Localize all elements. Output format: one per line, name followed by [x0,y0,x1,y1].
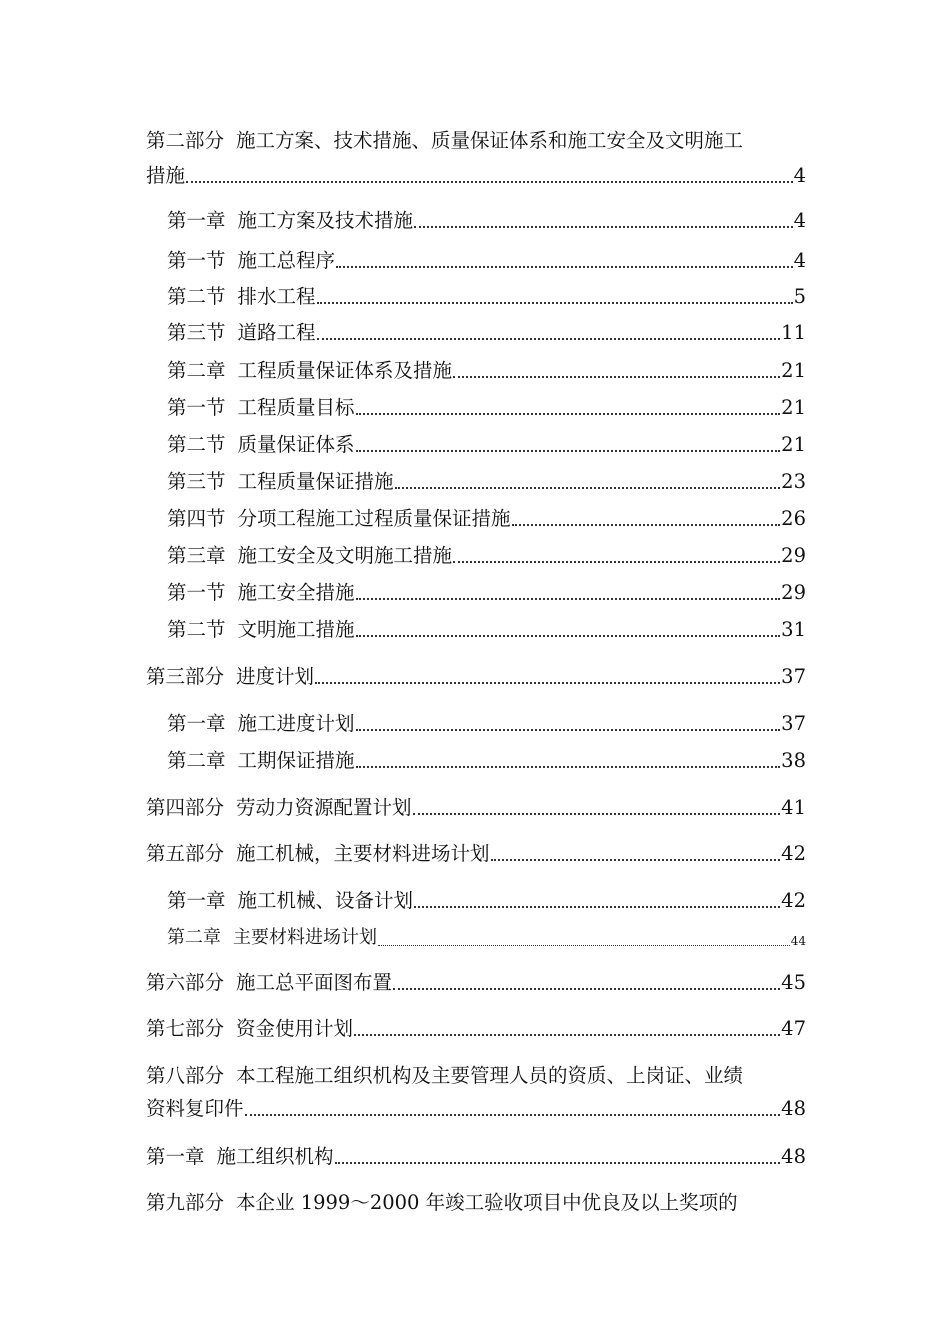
toc-entry-number: 第一节 [167,581,226,604]
toc-entry-number: 第一章 [167,712,226,735]
dot-leader [354,1034,780,1036]
dot-leader [453,376,780,378]
toc-part-7[interactable] [146,1016,806,1042]
toc-page-number: 23 [781,470,806,493]
toc-page-number: 37 [781,665,806,688]
toc-part-4[interactable] [146,795,806,821]
toc-page-number: 21 [781,359,806,382]
toc-part-title-cont: 资料复印件 [146,1097,244,1120]
toc-part-6[interactable] [146,970,806,996]
toc-entry[interactable] [167,506,806,532]
toc-part-title: 进度计划 [236,665,315,688]
toc-page-number: 44 [790,934,806,948]
toc-entry-number: 第三章 [167,544,226,567]
toc-part-number: 第七部分 [146,1017,225,1040]
toc-page-number: 4 [793,209,806,232]
toc-part-number: 第二部分 施工方案、技术措施、质量保证体系和施工安全及文明施工 [146,129,744,152]
toc-page-number: 48 [781,1145,806,1168]
toc-entry-title: 工程质量保证措施 [237,470,394,493]
dot-leader [317,338,781,340]
toc-part-number: 第三部分 [146,665,225,688]
toc-entry[interactable] [167,208,806,234]
dot-leader [317,302,793,304]
toc-part-title: 施工方案、技术措施、质量保证体系和施工安全及文明施工 [236,129,744,152]
toc-part-number: 第六部分 [146,971,225,994]
toc-page-number: 48 [781,1097,806,1120]
dot-leader [453,561,780,563]
toc-entry-title: 分项工程施工过程质量保证措施 [237,507,511,530]
toc-page-number: 45 [781,971,806,994]
toc-entry[interactable] [167,925,806,951]
toc-entry-number: 第一节 [167,249,226,272]
toc-part-5[interactable] [146,841,806,867]
toc-part-title-cont: 措施 [146,164,186,187]
toc-part-number: 第八部分 [146,1064,225,1087]
dot-leader [413,813,781,815]
toc-part-8-line2[interactable] [146,1096,806,1122]
toc-page-number: 38 [781,749,806,772]
toc-part-title: 施工机械，主要材料进场计划 [236,842,490,865]
toc-page-number: 4 [793,249,806,272]
toc-part-title: 本工程施工组织机构及主要管理人员的资质、上岗证、业绩 [236,1064,744,1087]
dot-leader [336,266,793,268]
dot-leader [315,682,780,684]
toc-entry-number: 第一章 [167,889,226,912]
toc-part-2-line1[interactable] [146,128,806,154]
dot-leader [335,1162,781,1164]
dot-leader [356,413,781,415]
toc-page-number: 11 [781,321,806,344]
toc-entry-title: 工程质量目标 [237,396,355,419]
toc-page-number: 29 [781,581,806,604]
dot-leader [395,487,781,489]
toc-entry-number: 第四节 [167,507,226,530]
toc-page-number: 47 [781,1017,806,1040]
toc-entry[interactable] [167,395,806,421]
toc-page-number: 26 [781,507,806,530]
dot-leader [491,859,781,861]
toc-entry[interactable] [167,320,806,346]
toc-part-3[interactable] [146,664,806,690]
dot-leader [414,906,780,908]
toc-page-number: 21 [781,396,806,419]
toc-page-number: 41 [781,796,806,819]
toc-entry-number: 第一章 [146,1145,205,1168]
toc-entry[interactable] [167,617,806,643]
toc-part-number: 第四部分 [146,796,225,819]
toc-page-number: 29 [781,544,806,567]
toc-entry-number: 第二节 [167,285,226,308]
toc-part-title: 施工总平面图布置 [236,971,393,994]
toc-entry-title: 工程质量保证体系及措施 [237,359,453,382]
dot-leader [356,729,781,731]
toc-entry[interactable] [167,543,806,569]
toc-entry-title: 施工进度计划 [237,712,355,735]
dot-leader [512,524,781,526]
toc-entry-number: 第二节 [167,618,226,641]
dot-leader [393,988,780,990]
toc-entry-title: 主要材料进场计划 [233,927,377,948]
toc-entry-number: 第二章 [167,749,226,772]
toc-page-number: 42 [781,842,806,865]
toc-entry-title: 施工组织机构 [216,1145,334,1168]
toc-part-title: 劳动力资源配置计划 [236,796,412,819]
toc-entry[interactable] [167,432,806,458]
toc-entry[interactable] [167,358,806,384]
toc-entry-number: 第三节 [167,470,226,493]
dot-leader [356,450,781,452]
toc-part-9-line1[interactable] [146,1190,806,1216]
toc-part-number: 第九部分 [146,1191,225,1214]
toc-entry-title: 工期保证措施 [237,749,355,772]
toc-page-number: 37 [781,712,806,735]
toc-entry-title: 施工机械、设备计划 [237,889,414,912]
toc-page-number: 31 [781,618,806,641]
toc-page-number: 42 [781,889,806,912]
toc-entry[interactable] [167,711,806,737]
dot-leader [356,766,781,768]
toc-entry[interactable] [167,748,806,774]
dot-leader [356,598,781,600]
toc-entry[interactable] [167,469,806,495]
toc-entry[interactable] [167,580,806,606]
toc-entry[interactable] [146,1144,806,1170]
toc-entry-title: 施工安全及文明施工措施 [237,544,453,567]
dot-leader [245,1114,781,1116]
toc-entry-number: 第一节 [167,396,226,419]
toc-entry-title: 质量保证体系 [237,433,355,456]
toc-entry-title: 施工安全措施 [237,581,355,604]
toc-part-8-line1[interactable] [146,1063,806,1089]
dot-leader [414,226,793,228]
toc-part-number: 第五部分 [146,842,225,865]
toc-entry-number: 第三节 [167,321,226,344]
toc-page-number: 21 [781,433,806,456]
dot-leader [356,635,781,637]
toc-page-number: 5 [793,285,806,308]
toc-entry-number: 第二节 [167,433,226,456]
toc-entry-number: 第二章 [167,927,221,948]
toc-part-title: 资金使用计划 [236,1017,354,1040]
toc-entry-title: 施工方案及技术措施 [237,209,414,232]
toc-page-number: 4 [793,164,806,187]
toc-entry[interactable] [167,248,806,274]
dot-leader [378,945,790,946]
toc-entry[interactable] [167,284,806,310]
toc-entry-title: 施工总程序 [237,249,336,272]
toc-entry-number: 第二章 [167,359,226,382]
toc-entry-title: 道路工程 [237,321,316,344]
toc-entry-title: 文明施工措施 [237,618,355,641]
toc-part-2-line2[interactable] [146,163,806,189]
dot-leader [186,181,793,183]
toc-part-title: 本企业 1999～2000 年竣工验收项目中优良及以上奖项的 [236,1191,738,1214]
toc-entry-number: 第一章 [167,209,226,232]
toc-entry-title: 排水工程 [237,285,316,308]
toc-entry[interactable] [167,888,806,914]
